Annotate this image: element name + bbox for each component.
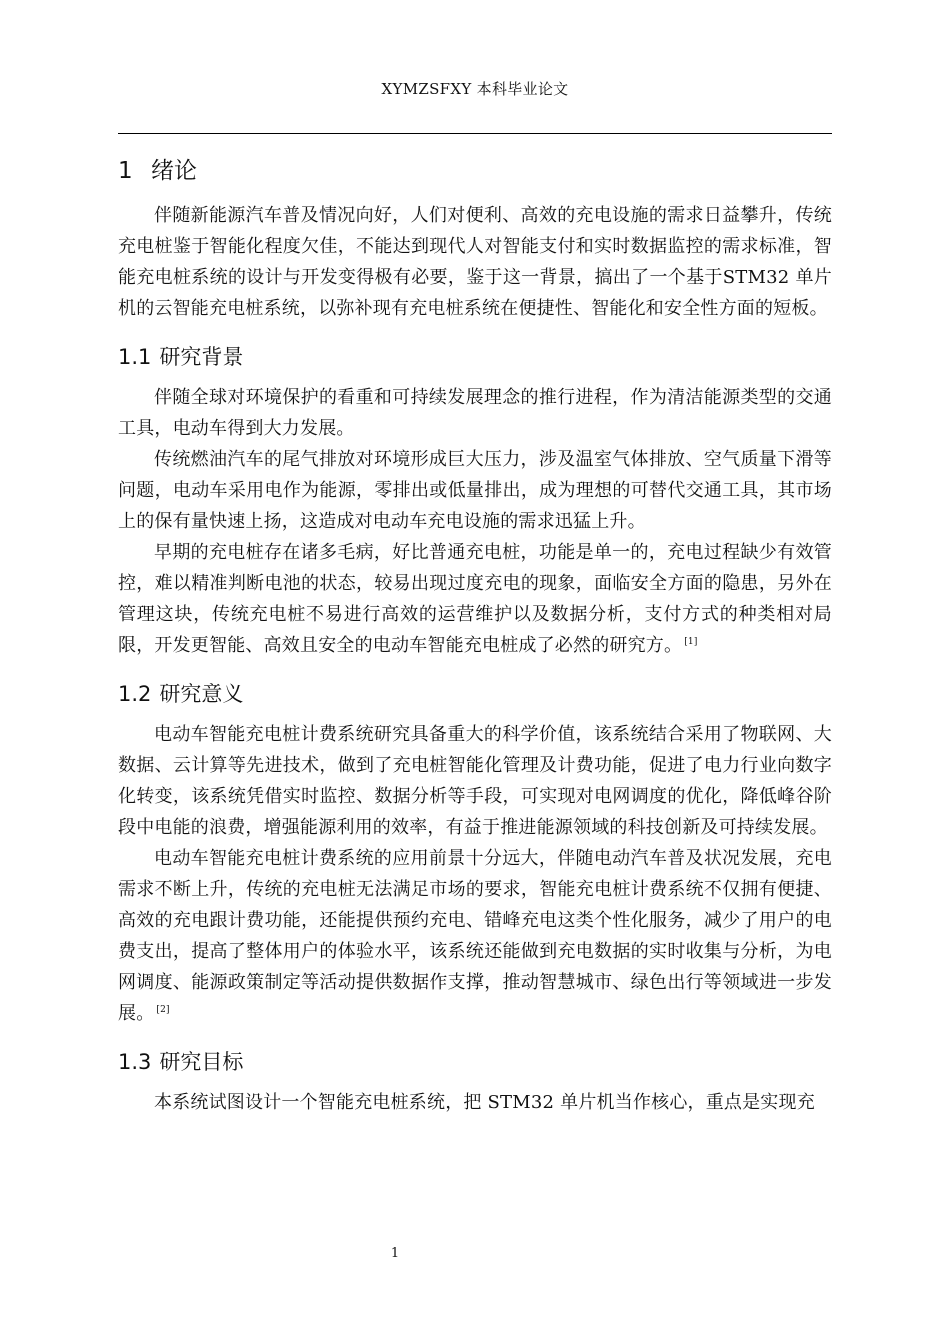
page-number: 1 (390, 1246, 400, 1261)
body-paragraph: 传统燃油汽车的尾气排放对环境形成巨大压力，涉及温室气体排放、空气质量下滑等问题，电动车采用电作为能源，零排出或低量排出，成为理想的可替代交通工具，其市场上的保有量快速上扬，这造成对电动车充电设施的需求迅猛上升。 (118, 449, 832, 532)
section-number: 1.1 (118, 345, 152, 369)
section-title: 研究目标 (159, 1050, 244, 1074)
body-paragraph-cited (118, 843, 832, 1029)
body-paragraph: 电动车智能充电桩计费系统研究具备重大的科学价值，该系统结合采用了物联网、大数据、云计算等先进技术，做到了充电桩智能化管理及计费功能，促进了电力行业向数字化转变，该系统凭借实时监控、数据分析等手段，可实现对电网调度的优化，降低峰谷阶段中电能的浪费，增强能源利用的效率，有益于推进能源领域的科技创新及可持续发展。 (118, 724, 832, 838)
citation-ref: [2] (156, 1005, 170, 1015)
chapter-title: 绪论 (151, 158, 197, 184)
section-heading-1-1 (118, 334, 832, 380)
body-paragraph-cited (118, 537, 832, 661)
section-title: 研究意义 (159, 682, 244, 706)
intro-paragraph: 伴随新能源汽车普及情况向好，人们对便利、高效的充电设施的需求日益攀升，传统充电桩鉴于智能化程度欠佳，不能达到现代人对智能支付和实时数据监控的需求标准，智能充电桩系统的设计与开发变得极有必要，鉴于这一背景，搞出了一个基于STM32 单片机的云智能充电桩系统，以弥补现有充电桩系统在便捷性、智能化和安全性方面的短板。 (118, 205, 832, 319)
chapter-heading (118, 150, 832, 194)
chapter-number: 1 (118, 158, 133, 184)
running-header: XYMZSFXY 本科毕业论文 (381, 80, 569, 98)
section-heading-1-2 (118, 671, 832, 717)
paragraph-text: 电动车智能充电桩计费系统的应用前景十分远大，伴随电动汽车普及状况发展，充电需求不断上升，传统的充电桩无法满足市场的要求，智能充电桩计费系统不仅拥有便捷、高效的充电跟计费功能，还能提供预约充电、错峰充电这类个性化服务，减少了用户的电费支出，提高了整体用户的体验水平，该系统还能做到充电数据的实时收集与分析，为电网调度、能源政策制定等活动提供数据作支撑，推动智慧城市、绿色出行等领域进一步发展。 (118, 848, 832, 1024)
section-heading-1-3 (118, 1039, 832, 1085)
header-divider (118, 133, 832, 134)
section-title: 研究背景 (159, 345, 244, 369)
page-body (118, 150, 832, 1118)
section-number: 1.2 (118, 682, 152, 706)
body-paragraph: 本系统试图设计一个智能充电桩系统，把 STM32 单片机当作核心，重点是实现充 (154, 1092, 815, 1113)
citation-ref: [1] (684, 637, 698, 647)
body-paragraph: 伴随全球对环境保护的看重和可持续发展理念的推行进程，作为清洁能源类型的交通工具，电动车得到大力发展。 (118, 387, 832, 439)
paragraph-text: 早期的充电桩存在诸多毛病，好比普通充电桩，功能是单一的，充电过程缺少有效管控，难以精准判断电池的状态，较易出现过度充电的现象，面临安全方面的隐患，另外在管理这块，传统充电桩不易进行高效的运营维护以及数据分析，支付方式的种类相对局限，开发更智能、高效且安全的电动车智能充电桩成了必然的研究方。 (118, 542, 832, 656)
section-number: 1.3 (118, 1050, 152, 1074)
